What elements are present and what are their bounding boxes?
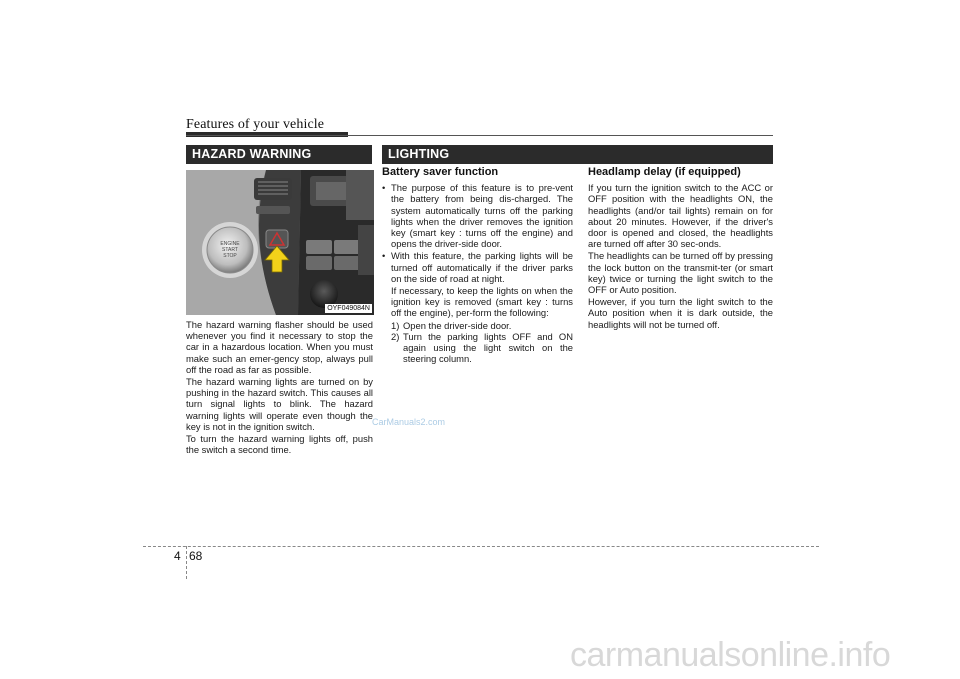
section-title-lighting: LIGHTING	[382, 145, 773, 164]
header-rule	[186, 135, 773, 136]
step-number: 2)	[391, 330, 400, 342]
headlamp-delay-heading: Headlamp delay (if equipped)	[588, 166, 741, 178]
delay-paragraph-3: However, if you turn the light switch to the Auto position when it is dark outside, the headlights will not be turned off.	[588, 296, 773, 330]
step-number: 1)	[391, 319, 400, 331]
battery-saver-column	[382, 167, 573, 364]
battery-bullet-1: The purpose of this feature is to pre-vent the battery from being dis-charged. The system automatically turns off the parking lights when the driver removes the ignition key (smart key : turns off the engine) and opens the driver-side door.	[391, 182, 573, 250]
page-number: 68	[189, 549, 203, 563]
footer-rule	[143, 546, 819, 547]
step-item	[382, 320, 573, 331]
bullet-icon: •	[382, 182, 386, 194]
hazard-paragraph-2: The hazard warning lights are turned on by pushing in the hazard switch. This causes all turn signal lights to blink. The hazard warning lights will operate even though the key is not in the ignition switch.	[186, 376, 373, 432]
list-item	[382, 182, 573, 249]
list-item	[382, 250, 573, 284]
dashboard-illustration	[186, 170, 374, 315]
watermark-site: carmanualsonline.info	[570, 636, 891, 674]
figure-code: OYF049084N	[327, 305, 370, 312]
delay-paragraph-2: The headlights can be turned off by pressing the lock button on the transmit-ter (or smart key) twice or turning the light switch to the OFF or Auto position.	[588, 250, 773, 296]
watermark-small: CarManuals2.com	[372, 417, 446, 427]
chapter-title: Features of your vehicle	[186, 117, 325, 132]
hazard-text-column	[186, 319, 373, 456]
bullet-icon: •	[382, 250, 386, 262]
footer-divider	[186, 546, 187, 579]
headlamp-delay-column	[588, 167, 773, 331]
svg-text:START: START	[222, 247, 238, 253]
svg-text:STOP: STOP	[223, 253, 237, 259]
step-text: Turn the parking lights OFF and ON again using the light switch on the steering column.	[403, 330, 573, 365]
step-text: Open the driver-side door.	[403, 319, 512, 331]
delay-paragraph-1: If you turn the ignition switch to the ACC or OFF position with the headlights ON, the headlights (and/or tail lights) remain on for about 20 minutes. However, if the driver's door is opened and closed, the headlights are turned off after 30 sec-onds.	[588, 182, 773, 250]
hazard-paragraph-3: To turn the hazard warning lights off, push the switch a second time.	[186, 433, 373, 456]
battery-saver-heading: Battery saver function	[382, 166, 499, 178]
svg-text:ENGINE: ENGINE	[220, 241, 240, 247]
battery-note: If necessary, to keep the lights on when the ignition key is removed (smart key : turns off the engine), per-form the following:	[391, 285, 573, 319]
section-title-hazard: HAZARD WARNING	[186, 145, 372, 164]
hazard-switch-photo	[186, 170, 374, 315]
battery-bullet-2: With this feature, the parking lights will be turned off automatically if the driver parks on the side of road at night.	[391, 250, 573, 284]
hazard-paragraph-1: The hazard warning flasher should be used whenever you find it necessary to stop the car in a hazardous location. When you must make such an emer-gency stop, always pull off the road as far as possible.	[186, 319, 373, 375]
chapter-number: 4	[174, 549, 181, 563]
step-item	[382, 331, 573, 365]
